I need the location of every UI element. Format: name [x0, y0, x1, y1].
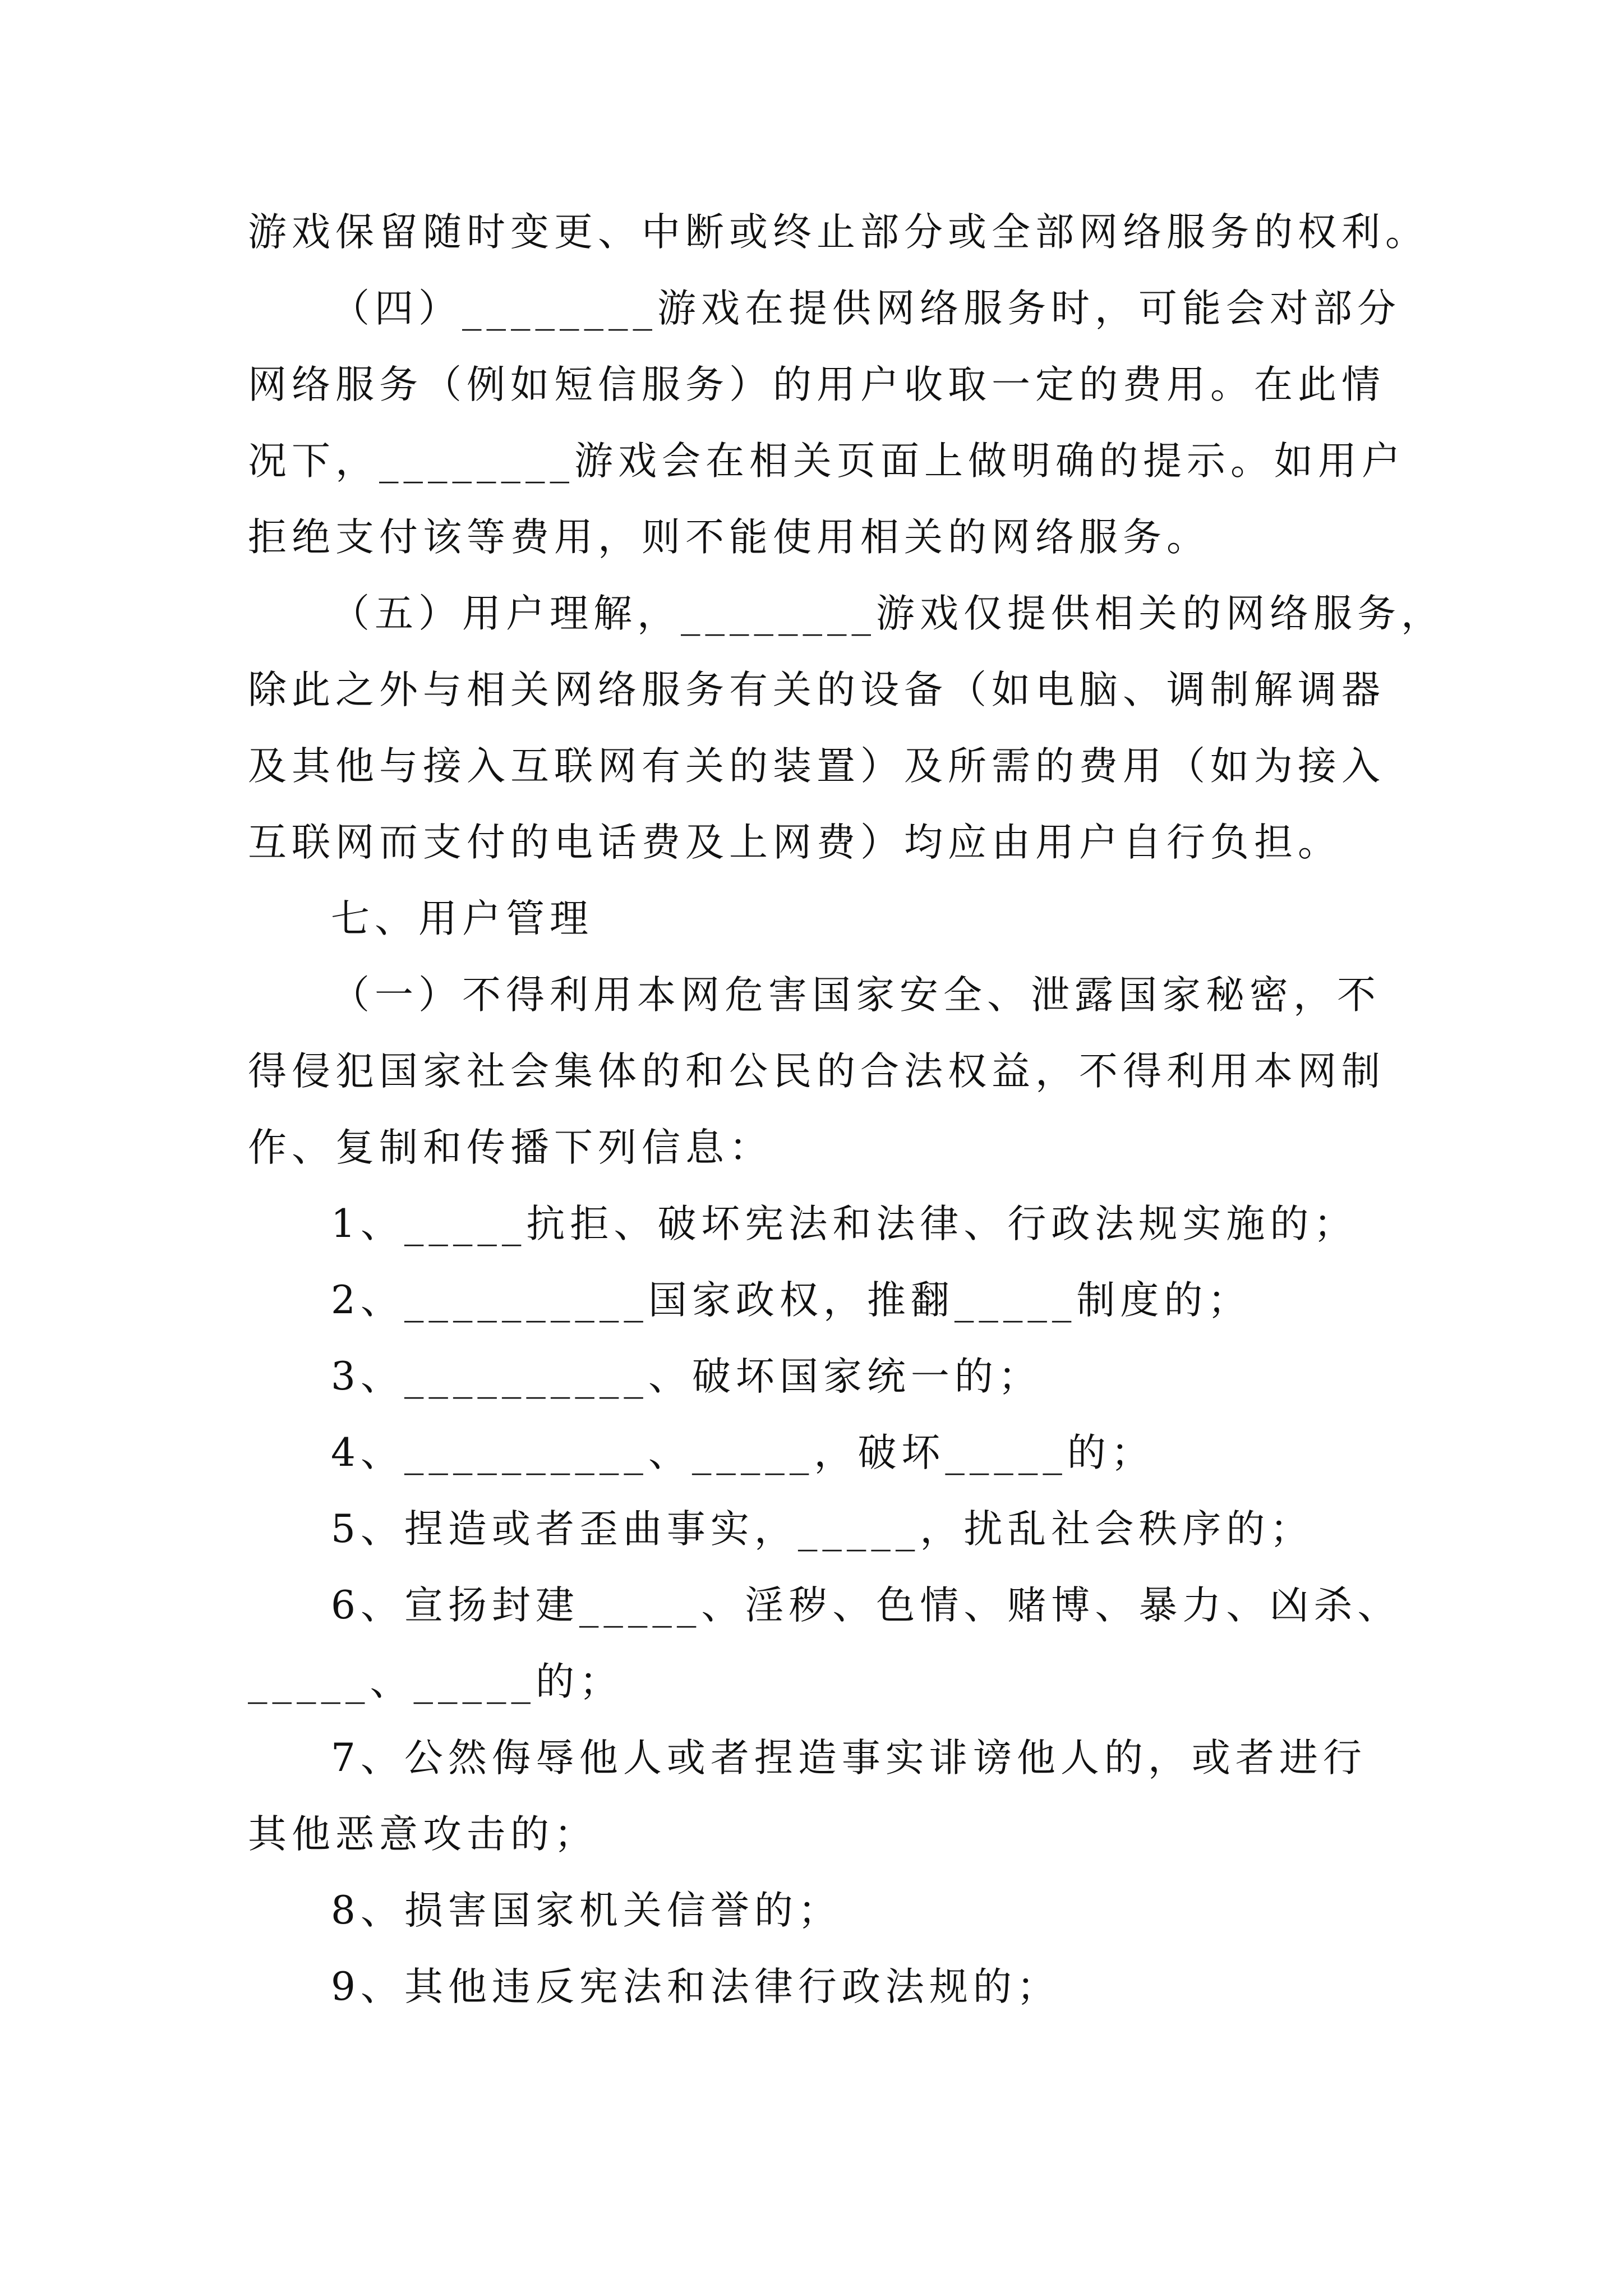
- list-item-9: 9、其他违反宪法和法律行政法规的；: [331, 1964, 1061, 2009]
- section-heading: 七、用户管理: [331, 896, 593, 941]
- list-item-6: 6、宣扬封建_____、淫秽、色情、赌博、暴力、凶杀、: [331, 1583, 1401, 1628]
- text-line-2: （四）________游戏在提供网络服务时，可能会对部分: [331, 286, 1401, 331]
- text-line-1: 游戏保留随时变更、中断或终止部分或全部网络服务的权利。: [248, 210, 1429, 255]
- text-line-12: 得侵犯国家社会集体的和公民的合法权益，不得利用本网制: [248, 1049, 1385, 1094]
- text-line-11: （一）不得利用本网危害国家安全、泄露国家秘密，不: [331, 973, 1381, 1018]
- text-line-9: 互联网而支付的电话费及上网费）均应由用户自行负担。: [248, 820, 1341, 865]
- list-item-8: 8、损害国家机关信誉的；: [331, 1888, 842, 1933]
- text-line-8: 及其他与接入互联网有关的装置）及所需的费用（如为接入: [248, 744, 1385, 789]
- text-line-5: 拒绝支付该等费用，则不能使用相关的网络服务。: [248, 515, 1210, 560]
- list-item-2: 2、__________国家政权，推翻_____制度的；: [331, 1278, 1252, 1323]
- text-line-4: 况下，________游戏会在相关页面上做明确的提示。如用户: [248, 439, 1405, 484]
- list-item-7-continued: 其他恶意攻击的；: [248, 1812, 598, 1857]
- list-item-5: 5、捏造或者歪曲事实，_____，扰乱社会秩序的；: [331, 1507, 1314, 1552]
- list-item-1: 1、_____抗拒、破坏宪法和法律、行政法规实施的；: [331, 1202, 1358, 1246]
- text-line-3: 网络服务（例如短信服务）的用户收取一定的费用。在此情: [248, 362, 1385, 407]
- list-item-4: 4、__________、_____，破坏_____的；: [331, 1430, 1155, 1475]
- text-line-7: 除此之外与相关网络服务有关的设备（如电脑、调制解调器: [248, 668, 1385, 712]
- list-item-3: 3、__________、破坏国家统一的；: [331, 1354, 1042, 1399]
- text-line-13: 作、复制和传播下列信息：: [248, 1125, 773, 1170]
- list-item-7: 7、公然侮辱他人或者捏造事实诽谤他人的，或者进行: [331, 1736, 1367, 1780]
- list-item-6-continued: _____、_____的；: [248, 1659, 623, 1704]
- text-line-6: （五）用户理解，________游戏仅提供相关的网络服务，: [331, 591, 1445, 636]
